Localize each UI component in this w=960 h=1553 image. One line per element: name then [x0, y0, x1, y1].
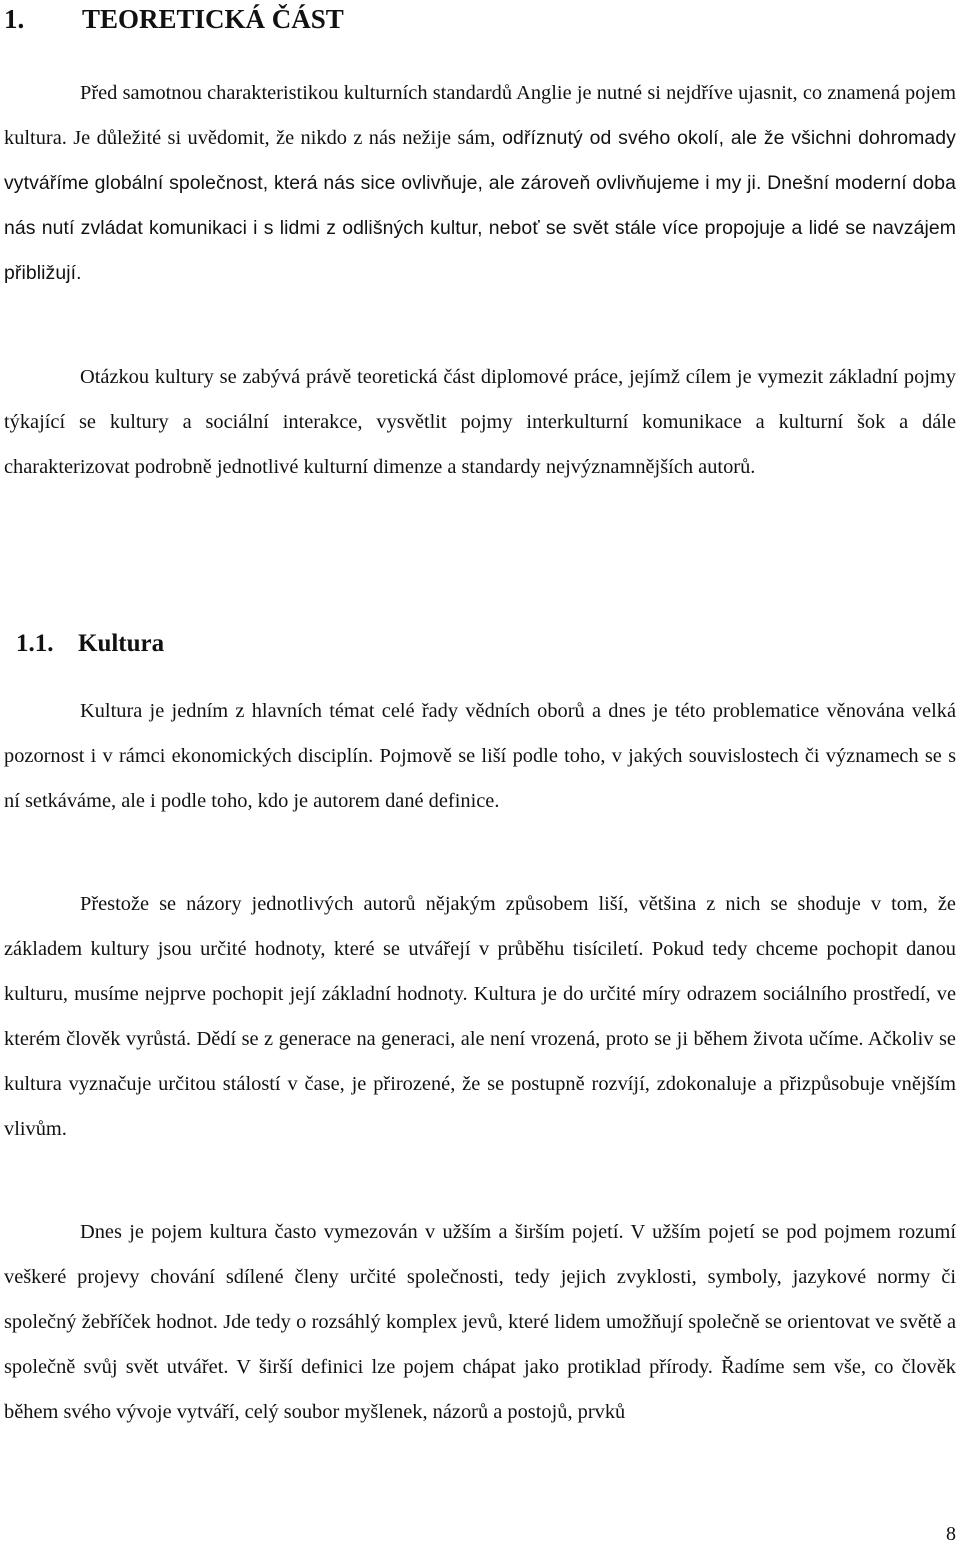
paragraph-intro-1-sans: odříznutý od svého okolí, ale že všichni dohromady vytváříme globální společnost, která nás sice ovlivňuje, ale zároveň ovlivňujeme i my ji. Dnešní moderní doba nás nutí zvládat komunikaci i s lidmi z odlišných kultur, neboť se svět stále více propojuje a lidé se navzájem přibližují. [4, 127, 956, 284]
page-number: 8 [946, 1523, 956, 1545]
paragraph-kultura-2: Přestože se názory jednotlivých autorů nějakým způsobem liší, většina z nich se shoduje v tom, že základem kultury jsou určité hodnoty, které se utvářejí v průběhu tisíciletí. Pokud tedy chceme pochopit danou kulturu, musíme nejprve pochopit její základní hodnoty. Kultura je do určité míry odrazem sociálního prostředí, ve kterém člověk vyrůstá. Dědí se z generace na generaci, ale není vrozená, proto se ji během života učíme. Ačkoliv se kultura vyznačuje určitou stálostí v čase, je přirozené, že se postupně rozvíjí, zdokonaluje a přizpůsobuje vnějším vlivům. [4, 893, 956, 1140]
paragraph-kultura-3: Dnes je pojem kultura často vymezován v užším a širším pojetí. V užším pojetí se pod pojmem rozumí veškeré projevy chování sdílené členy určité společnosti, tedy jejich zvyklosti, symboly, jazykové normy či společný žebříček hodnot. Jde tedy o rozsáhlý komplex jevů, které lidem umožňují společně se orientovat ve světě a společně svůj svět utvářet. V širší definici lze pojem chápat jako protiklad přírody. Řadíme sem vše, co člověk během svého vývoje vytváří, celý soubor myšlenek, názorů a postojů, prvků [4, 1221, 956, 1423]
paragraph-intro-2: Otázkou kultury se zabývá právě teoretická část diplomové práce, jejímž cílem je vymezit základní pojmy týkající se kultury a sociální interakce, vysvětlit pojmy interkulturní komunikace a kulturní šok a dále charakterizovat podrobně jednotlivé kulturní dimenze a standardy nejvýznamnějších autorů. [4, 366, 956, 478]
paragraph-kultura-1: Kultura je jedním z hlavních témat celé řady vědních oborů a dnes je této problematice věnována velká pozornost i v rámci ekonomických disciplín. Pojmově se liší podle toho, v jakých souvislostech či významech se s ní setkáváme, ale i podle toho, kdo je autorem dané definice. [4, 700, 956, 812]
section-number: 1.1. [16, 630, 54, 657]
section-heading [16, 628, 164, 660]
chapter-number: 1. [4, 4, 25, 34]
section-title: Kultura [78, 630, 165, 657]
chapter-title: TEORETICKÁ ČÁST [82, 4, 344, 34]
paragraph-intro-1 [4, 71, 956, 296]
chapter-heading [4, 2, 344, 36]
paragraph-intro-1-serif: Před samotnou charakteristikou kulturních standardů Anglie je nutné si nejdříve ujasnit, co znamená pojem kultura. Je důležité si uvědomit, že nikdo z nás nežije sám, [4, 82, 956, 149]
